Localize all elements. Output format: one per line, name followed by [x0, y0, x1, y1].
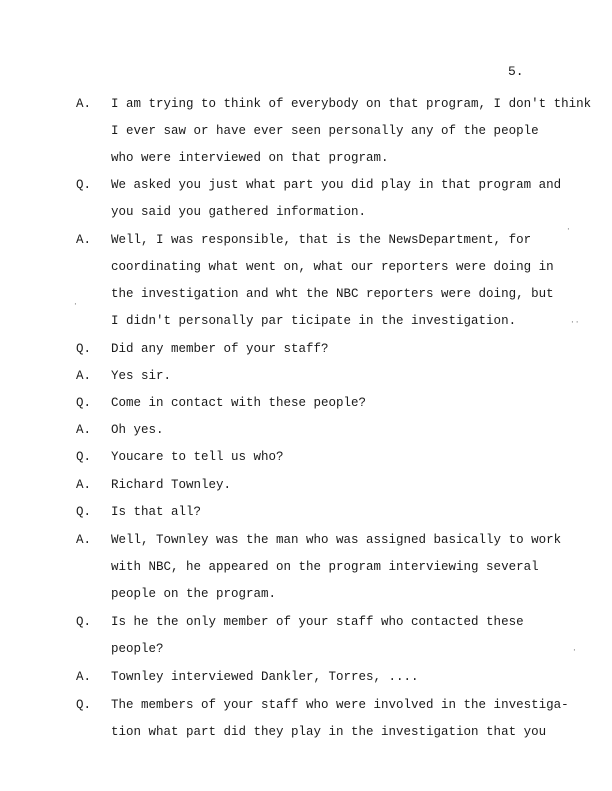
text-line: Well, Townley was the man who was assigned basically to work — [111, 533, 562, 547]
entry-text — [111, 472, 231, 499]
text-line: The members of your staff who were involved in the investiga- — [111, 698, 569, 712]
speaker-label: Q. — [76, 450, 92, 464]
text-line: Yes sir. — [111, 369, 172, 383]
text-line: with NBC, he appeared on the program interviewing several — [111, 560, 539, 574]
text-line: Is that all? — [111, 505, 202, 519]
text-line: coordinating what went on, what our reporters were doing in — [111, 260, 554, 274]
speaker-label: Q. — [76, 505, 92, 519]
entry-text — [111, 227, 554, 335]
speaker-label: A. — [76, 369, 92, 383]
speaker-label: Q. — [76, 396, 92, 410]
text-line: who were interviewed on that program. — [111, 151, 389, 165]
text-line: tion what part did they play in the investigation that you — [111, 725, 547, 739]
scan-speck: · — [566, 225, 571, 234]
entry-text — [111, 390, 366, 417]
entry-text — [111, 363, 171, 390]
text-line: Richard Townley. — [111, 478, 232, 492]
scan-speck: · — [572, 646, 577, 655]
text-line: people on the program. — [111, 587, 277, 601]
entry-text — [111, 527, 561, 608]
text-line: I didn't personally par ticipate in the investigation. — [111, 314, 517, 328]
text-line: Did any member of your staff? — [111, 342, 329, 356]
entry-text — [111, 336, 329, 363]
entry-text — [111, 664, 419, 691]
text-line: We asked you just what part you did play in that program and — [111, 178, 562, 192]
entry-text — [111, 91, 591, 172]
speaker-label: A. — [76, 233, 92, 247]
text-line: Townley interviewed Dankler, Torres, .... — [111, 670, 419, 684]
text-line: you said you gathered information. — [111, 205, 367, 219]
speaker-label: A. — [76, 423, 92, 437]
entry-text — [111, 417, 164, 444]
entry-text — [111, 609, 524, 663]
speaker-label: Q. — [76, 342, 92, 356]
speaker-label: Q. — [76, 698, 92, 712]
entry-text — [111, 499, 201, 526]
text-line: the investigation and wht the NBC reporters were doing, but — [111, 287, 554, 301]
text-line: I ever saw or have ever seen personally any of the people — [111, 124, 539, 138]
speaker-label: Q. — [76, 615, 92, 629]
scan-speck: · — [73, 300, 78, 309]
text-line: Oh yes. — [111, 423, 164, 437]
entry-text — [111, 692, 569, 746]
speaker-label: A. — [76, 533, 92, 547]
text-line: Come in contact with these people? — [111, 396, 367, 410]
text-line: Well, I was responsible, that is the NewsDepartment, for — [111, 233, 532, 247]
speaker-label: A. — [76, 670, 92, 684]
text-line: Is he the only member of your staff who contacted these — [111, 615, 524, 629]
entry-text — [111, 172, 561, 226]
speaker-label: A. — [76, 478, 92, 492]
scan-speck: ·· — [570, 318, 580, 327]
entry-text — [111, 444, 284, 471]
speaker-label: A. — [76, 97, 92, 111]
speaker-label: Q. — [76, 178, 92, 192]
text-line: I am trying to think of everybody on that program, I don't think — [111, 97, 592, 111]
page-number: 5. — [508, 64, 524, 79]
text-line: people? — [111, 642, 164, 656]
text-line: Youcare to tell us who? — [111, 450, 284, 464]
